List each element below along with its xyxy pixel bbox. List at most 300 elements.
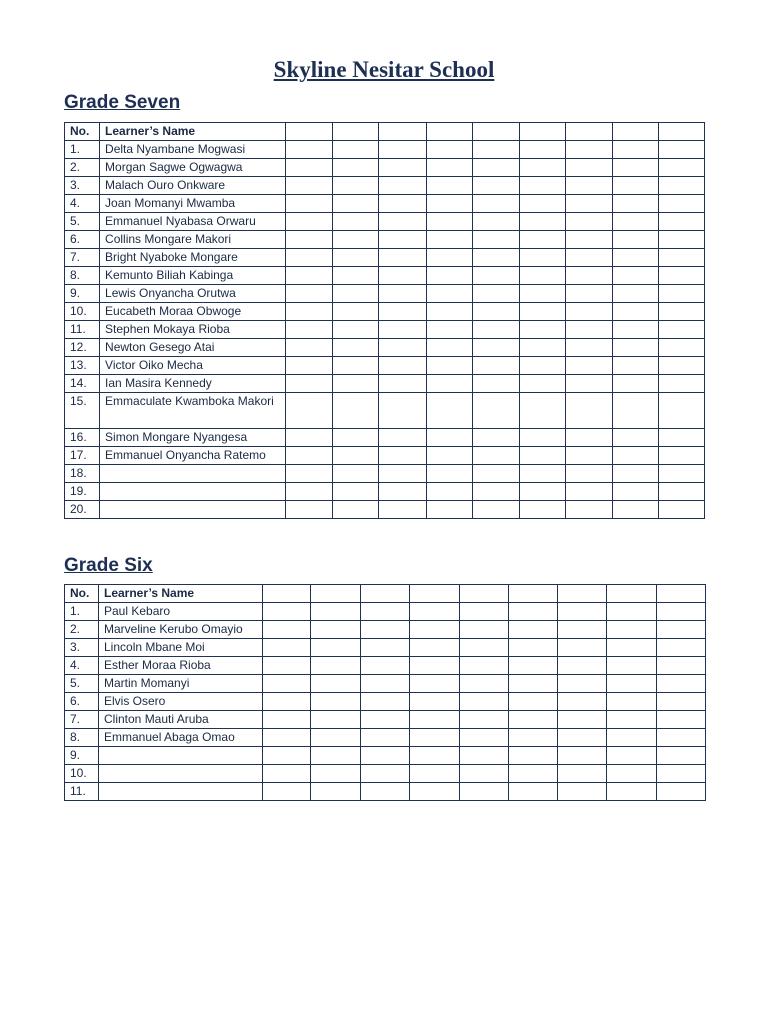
blank-cell — [361, 603, 410, 621]
table-row — [65, 429, 705, 447]
blank-cell — [379, 195, 426, 213]
blank-cell — [286, 465, 333, 483]
blank-cell — [426, 159, 472, 177]
blank-cell — [460, 747, 509, 765]
blank-cell — [472, 267, 519, 285]
blank-cell — [311, 765, 361, 783]
blank-cell — [558, 621, 607, 639]
blank-cell — [612, 303, 658, 321]
blank-cell — [658, 429, 704, 447]
learner-name — [100, 501, 286, 519]
blank-cell — [333, 159, 379, 177]
blank-cell — [565, 375, 612, 393]
blank-cell — [658, 321, 704, 339]
row-number: 5. — [65, 213, 100, 231]
blank-column-header — [333, 123, 379, 141]
blank-cell — [558, 765, 607, 783]
blank-cell — [519, 465, 565, 483]
blank-column-header — [379, 123, 426, 141]
blank-cell — [612, 267, 658, 285]
blank-cell — [612, 159, 658, 177]
blank-cell — [410, 693, 460, 711]
blank-cell — [263, 783, 311, 801]
blank-cell — [607, 693, 657, 711]
blank-cell — [472, 501, 519, 519]
blank-cell — [558, 603, 607, 621]
row-number: 8. — [65, 729, 99, 747]
learner-name: Newton Gesego Atai — [100, 339, 286, 357]
blank-cell — [426, 141, 472, 159]
blank-cell — [460, 711, 509, 729]
blank-cell — [379, 501, 426, 519]
blank-cell — [565, 285, 612, 303]
blank-cell — [519, 303, 565, 321]
blank-cell — [565, 303, 612, 321]
blank-cell — [607, 675, 657, 693]
blank-cell — [263, 603, 311, 621]
blank-cell — [286, 231, 333, 249]
blank-cell — [379, 267, 426, 285]
blank-cell — [657, 693, 706, 711]
blank-cell — [410, 783, 460, 801]
blank-column-header — [361, 585, 410, 603]
learner-name — [99, 747, 263, 765]
row-number: 17. — [65, 447, 100, 465]
blank-cell — [565, 177, 612, 195]
blank-cell — [311, 603, 361, 621]
blank-cell — [460, 765, 509, 783]
blank-cell — [286, 393, 333, 429]
blank-cell — [612, 357, 658, 375]
blank-cell — [509, 657, 558, 675]
table-header-row — [65, 123, 705, 141]
blank-cell — [658, 195, 704, 213]
blank-cell — [612, 447, 658, 465]
blank-cell — [426, 339, 472, 357]
blank-cell — [333, 231, 379, 249]
blank-cell — [565, 465, 612, 483]
table-row — [65, 141, 705, 159]
row-number: 4. — [65, 195, 100, 213]
blank-cell — [519, 429, 565, 447]
blank-cell — [379, 375, 426, 393]
table-row — [65, 213, 705, 231]
row-number: 9. — [65, 285, 100, 303]
blank-cell — [509, 621, 558, 639]
blank-cell — [658, 267, 704, 285]
blank-cell — [263, 729, 311, 747]
blank-cell — [460, 639, 509, 657]
learner-name: Delta Nyambane Mogwasi — [100, 141, 286, 159]
blank-cell — [657, 729, 706, 747]
table-row — [65, 285, 705, 303]
blank-cell — [612, 285, 658, 303]
blank-cell — [333, 213, 379, 231]
blank-cell — [311, 693, 361, 711]
table-row — [65, 747, 706, 765]
blank-cell — [379, 159, 426, 177]
row-number: 3. — [65, 639, 99, 657]
learner-name: Morgan Sagwe Ogwagwa — [100, 159, 286, 177]
learner-name: Kemunto Biliah Kabinga — [100, 267, 286, 285]
learner-name: Martin Momanyi — [99, 675, 263, 693]
blank-cell — [612, 321, 658, 339]
blank-cell — [607, 747, 657, 765]
blank-cell — [410, 729, 460, 747]
blank-cell — [286, 447, 333, 465]
blank-cell — [311, 711, 361, 729]
blank-cell — [612, 465, 658, 483]
blank-cell — [263, 621, 311, 639]
learner-name: Victor Oiko Mecha — [100, 357, 286, 375]
blank-cell — [612, 231, 658, 249]
blank-cell — [426, 501, 472, 519]
blank-cell — [472, 429, 519, 447]
blank-cell — [333, 465, 379, 483]
blank-cell — [460, 603, 509, 621]
table-row — [65, 621, 706, 639]
table-row — [65, 303, 705, 321]
blank-cell — [612, 429, 658, 447]
blank-cell — [612, 177, 658, 195]
blank-cell — [286, 321, 333, 339]
blank-cell — [658, 447, 704, 465]
row-number: 8. — [65, 267, 100, 285]
blank-cell — [519, 195, 565, 213]
blank-cell — [263, 765, 311, 783]
blank-cell — [607, 783, 657, 801]
blank-cell — [658, 303, 704, 321]
blank-cell — [460, 621, 509, 639]
learner-name — [100, 465, 286, 483]
blank-column-header — [311, 585, 361, 603]
blank-cell — [311, 657, 361, 675]
blank-column-header — [472, 123, 519, 141]
table-row — [65, 231, 705, 249]
blank-cell — [612, 501, 658, 519]
blank-cell — [410, 639, 460, 657]
blank-cell — [286, 375, 333, 393]
blank-cell — [472, 249, 519, 267]
table-row — [65, 639, 706, 657]
blank-cell — [472, 321, 519, 339]
table-row — [65, 159, 705, 177]
blank-cell — [519, 357, 565, 375]
blank-cell — [379, 177, 426, 195]
blank-cell — [658, 393, 704, 429]
table-row — [65, 765, 706, 783]
blank-cell — [657, 747, 706, 765]
blank-cell — [426, 267, 472, 285]
blank-cell — [612, 249, 658, 267]
learner-name: Emmanuel Onyancha Ratemo — [100, 447, 286, 465]
blank-cell — [607, 729, 657, 747]
blank-cell — [612, 375, 658, 393]
blank-cell — [460, 675, 509, 693]
blank-cell — [565, 159, 612, 177]
blank-cell — [311, 747, 361, 765]
blank-cell — [472, 447, 519, 465]
blank-cell — [361, 621, 410, 639]
blank-cell — [472, 285, 519, 303]
blank-cell — [658, 357, 704, 375]
blank-cell — [361, 711, 410, 729]
row-number: 1. — [65, 603, 99, 621]
blank-cell — [263, 675, 311, 693]
blank-cell — [558, 729, 607, 747]
blank-cell — [333, 429, 379, 447]
blank-cell — [286, 141, 333, 159]
blank-cell — [286, 303, 333, 321]
row-number: 20. — [65, 501, 100, 519]
blank-cell — [519, 177, 565, 195]
learner-name: Simon Mongare Nyangesa — [100, 429, 286, 447]
blank-cell — [379, 285, 426, 303]
blank-cell — [519, 249, 565, 267]
blank-column-header — [263, 585, 311, 603]
blank-column-header — [657, 585, 706, 603]
blank-cell — [426, 249, 472, 267]
blank-cell — [333, 375, 379, 393]
blank-cell — [333, 339, 379, 357]
blank-cell — [509, 711, 558, 729]
blank-cell — [519, 339, 565, 357]
blank-cell — [565, 213, 612, 231]
blank-cell — [263, 693, 311, 711]
blank-cell — [426, 321, 472, 339]
blank-cell — [565, 321, 612, 339]
blank-cell — [333, 393, 379, 429]
blank-cell — [509, 729, 558, 747]
blank-cell — [519, 213, 565, 231]
blank-cell — [657, 657, 706, 675]
blank-cell — [565, 267, 612, 285]
table-row — [65, 393, 705, 429]
row-number: 6. — [65, 231, 100, 249]
table-row — [65, 501, 705, 519]
table-row — [65, 447, 705, 465]
blank-cell — [426, 231, 472, 249]
blank-cell — [426, 465, 472, 483]
row-number: 19. — [65, 483, 100, 501]
blank-cell — [558, 693, 607, 711]
blank-cell — [379, 231, 426, 249]
blank-cell — [333, 483, 379, 501]
learner-name: Clinton Mauti Aruba — [99, 711, 263, 729]
blank-cell — [558, 639, 607, 657]
row-number: 9. — [65, 747, 99, 765]
blank-cell — [472, 159, 519, 177]
row-number: 10. — [65, 765, 99, 783]
row-number: 12. — [65, 339, 100, 357]
blank-cell — [286, 249, 333, 267]
table-row — [65, 657, 706, 675]
blank-cell — [657, 621, 706, 639]
blank-cell — [379, 465, 426, 483]
blank-cell — [311, 621, 361, 639]
blank-cell — [558, 657, 607, 675]
blank-cell — [410, 711, 460, 729]
learner-name — [99, 765, 263, 783]
blank-cell — [410, 747, 460, 765]
blank-cell — [472, 177, 519, 195]
blank-cell — [410, 603, 460, 621]
blank-cell — [361, 783, 410, 801]
blank-column-header — [658, 123, 704, 141]
row-number: 11. — [65, 783, 99, 801]
blank-column-header — [426, 123, 472, 141]
blank-cell — [263, 657, 311, 675]
blank-cell — [565, 429, 612, 447]
blank-cell — [263, 639, 311, 657]
table-row — [65, 603, 706, 621]
blank-cell — [286, 159, 333, 177]
table-row — [65, 375, 705, 393]
table-row — [65, 729, 706, 747]
blank-column-header — [519, 123, 565, 141]
row-number: 18. — [65, 465, 100, 483]
blank-column-header — [612, 123, 658, 141]
row-number: 7. — [65, 249, 100, 267]
blank-cell — [333, 285, 379, 303]
blank-cell — [658, 285, 704, 303]
blank-cell — [361, 765, 410, 783]
blank-cell — [426, 357, 472, 375]
blank-cell — [657, 711, 706, 729]
blank-cell — [426, 393, 472, 429]
row-number: 4. — [65, 657, 99, 675]
blank-cell — [286, 501, 333, 519]
learner-name: Esther Moraa Rioba — [99, 657, 263, 675]
learner-name: Ian Masira Kennedy — [100, 375, 286, 393]
blank-cell — [286, 267, 333, 285]
blank-cell — [658, 159, 704, 177]
blank-cell — [607, 621, 657, 639]
grade-six-heading: Grade Six — [64, 555, 153, 576]
blank-cell — [311, 639, 361, 657]
blank-cell — [607, 603, 657, 621]
blank-cell — [558, 783, 607, 801]
blank-cell — [426, 285, 472, 303]
blank-cell — [519, 483, 565, 501]
blank-cell — [361, 729, 410, 747]
blank-column-header — [410, 585, 460, 603]
blank-cell — [607, 765, 657, 783]
blank-cell — [426, 177, 472, 195]
learner-name: Marveline Kerubo Omayio — [99, 621, 263, 639]
learner-name: Eucabeth Moraa Obwoge — [100, 303, 286, 321]
blank-column-header — [460, 585, 509, 603]
blank-cell — [612, 141, 658, 159]
blank-cell — [460, 693, 509, 711]
blank-cell — [286, 195, 333, 213]
school-title: Skyline Nesitar School — [273, 57, 495, 82]
blank-cell — [379, 321, 426, 339]
blank-cell — [519, 231, 565, 249]
blank-cell — [333, 321, 379, 339]
learner-name: Emmaculate Kwamboka Makori — [100, 393, 286, 429]
blank-cell — [426, 447, 472, 465]
blank-cell — [519, 393, 565, 429]
blank-cell — [286, 483, 333, 501]
blank-cell — [519, 267, 565, 285]
blank-cell — [612, 213, 658, 231]
blank-cell — [612, 483, 658, 501]
blank-cell — [333, 447, 379, 465]
blank-cell — [658, 501, 704, 519]
table-header-row — [65, 585, 706, 603]
blank-cell — [565, 249, 612, 267]
blank-cell — [410, 621, 460, 639]
blank-cell — [657, 783, 706, 801]
blank-cell — [263, 747, 311, 765]
blank-cell — [460, 783, 509, 801]
blank-column-header — [607, 585, 657, 603]
table-row — [65, 693, 706, 711]
blank-cell — [410, 765, 460, 783]
blank-cell — [612, 339, 658, 357]
learner-name: Elvis Osero — [99, 693, 263, 711]
blank-cell — [361, 639, 410, 657]
blank-cell — [607, 657, 657, 675]
blank-cell — [379, 249, 426, 267]
column-header-no: No. — [65, 123, 100, 141]
learner-name: Lincoln Mbane Moi — [99, 639, 263, 657]
blank-cell — [658, 339, 704, 357]
blank-cell — [426, 195, 472, 213]
blank-cell — [361, 675, 410, 693]
blank-cell — [311, 729, 361, 747]
blank-cell — [286, 285, 333, 303]
blank-cell — [565, 447, 612, 465]
blank-cell — [333, 195, 379, 213]
column-header-name: Learner’s Name — [100, 123, 286, 141]
learner-name: Bright Nyaboke Mongare — [100, 249, 286, 267]
blank-cell — [658, 141, 704, 159]
blank-cell — [286, 213, 333, 231]
blank-cell — [509, 783, 558, 801]
blank-cell — [612, 195, 658, 213]
blank-cell — [509, 675, 558, 693]
learner-name: Paul Kebaro — [99, 603, 263, 621]
blank-cell — [472, 303, 519, 321]
blank-cell — [311, 675, 361, 693]
table-row — [65, 465, 705, 483]
blank-cell — [379, 447, 426, 465]
blank-cell — [361, 747, 410, 765]
blank-column-header — [286, 123, 333, 141]
blank-cell — [379, 393, 426, 429]
blank-cell — [509, 603, 558, 621]
learner-name: Stephen Mokaya Rioba — [100, 321, 286, 339]
blank-cell — [460, 657, 509, 675]
blank-cell — [565, 483, 612, 501]
blank-cell — [379, 357, 426, 375]
blank-cell — [379, 141, 426, 159]
grade-seven-heading: Grade Seven — [64, 92, 181, 113]
blank-cell — [333, 303, 379, 321]
blank-cell — [263, 711, 311, 729]
blank-cell — [286, 429, 333, 447]
learner-name — [99, 783, 263, 801]
blank-cell — [607, 639, 657, 657]
blank-cell — [612, 393, 658, 429]
blank-cell — [558, 675, 607, 693]
blank-column-header — [565, 123, 612, 141]
table-row — [65, 321, 705, 339]
grade-six-table — [64, 584, 706, 801]
blank-cell — [460, 729, 509, 747]
